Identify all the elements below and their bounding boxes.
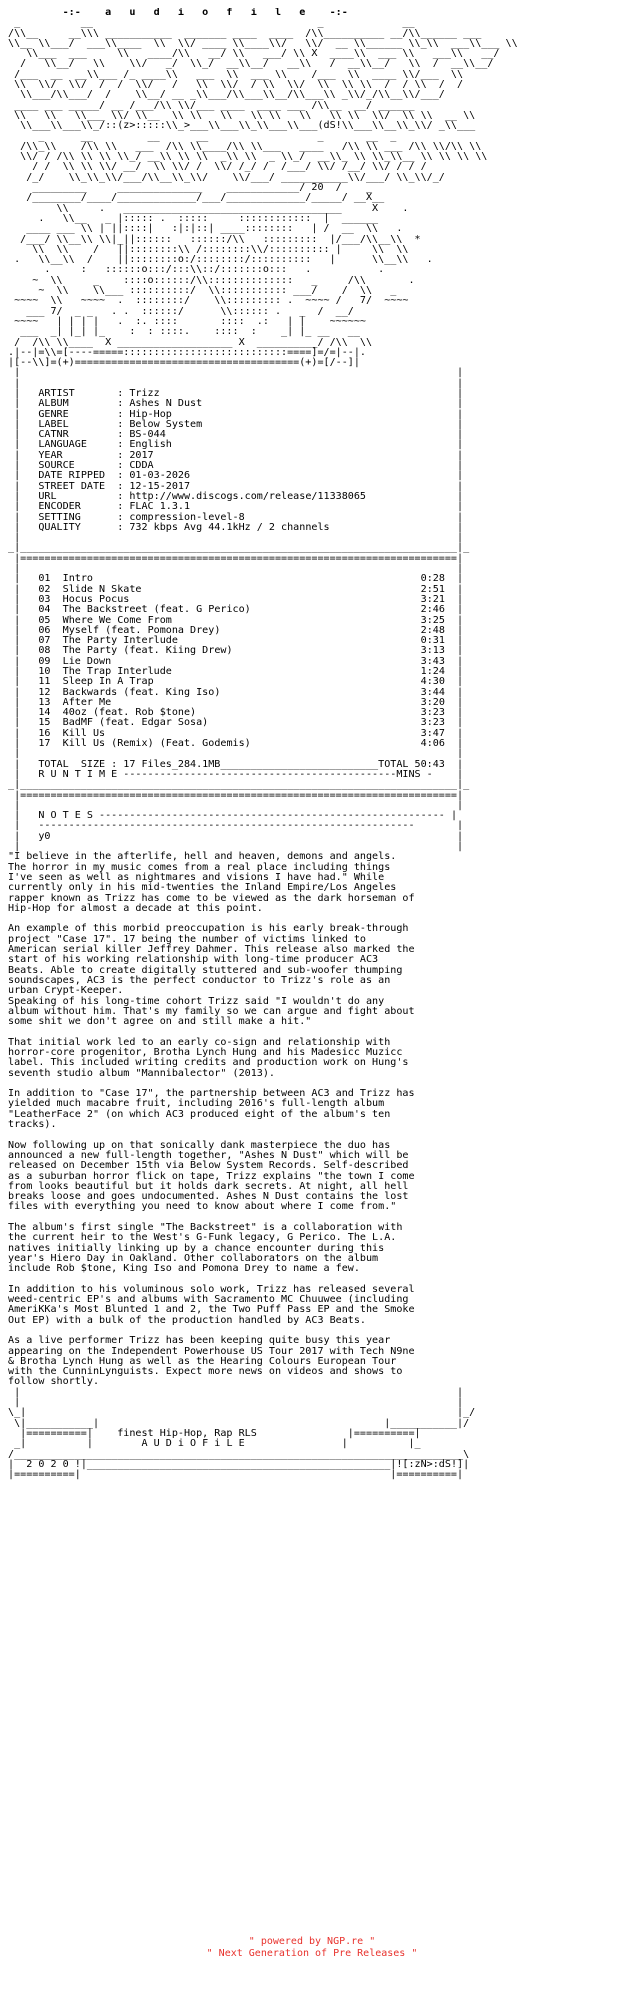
track-number: 01 — [38, 573, 51, 585]
info-value: BS-044 — [129, 429, 166, 441]
track-duration: 3:43 — [420, 655, 445, 667]
track-title: Sleep In A Trap — [62, 676, 154, 688]
track-number: 03 — [38, 593, 51, 605]
track-title: Hocus Pocus — [62, 593, 130, 605]
track-number: 04 — [38, 604, 51, 616]
track-title: Kill Us (Remix) (Feat. Godemis) — [62, 738, 251, 750]
info-value: Below System — [129, 418, 203, 430]
track-title: Lie Down — [62, 655, 112, 667]
closing-banner: \_| |_/ \|___________| |___________|/ |==========| finest Hip-Hop, Rap RLS |==========| _| | A U D i O F i L E | |_ /__________________________________________________________________________\ | 2 0 2 0 !|__________________________________________________|![:zN>:dS!]| |==========| |==========| — [8, 1407, 476, 1481]
info-key: ENCODER — [38, 501, 112, 513]
ascii-art-lines: _ __ _ __ /\\__ __\\\ ___________ _______ ____ ____ /\\__________ __/\\______ ___ \\__ \\___/ ___\\____ \\ \\/ ____ \\____\\/ \\/ __ \\______ \\_\\ ___\\___ \\ \\___ ___ \\ ____/\\ __/ \\ ___/ \\ X ____\\ ___ \\ ___\\ __/ / \\__/ \\ \\/ _/ \\_/ __\\__/ __\\ / __\\__/ \\ / __\\__/ /___ __ __\\___ /_ ____\\ ___ \\ ___ \\ /___ \\ ____ \\/___ \\ \\ \\/ \\/ / / \\/ / \\ \\/ / \\ \\/ \\ \\ \\ / / \\ / / \\___/\\___/ / \\__/ __ _\\___/\\___\\__/\\___\\ _\\/_/\\__\\/___/ ____ ___ _____/ __ /___/\\ \\/___ ____ ____ ___ /\\__ __/ ______ \\ \\ \\___ \\/ \\__ \\ \\ \\ \\ \\ \\ \\ \\ \\/ \\ \\ __ \\ \\___\\___\\_/::(z>:::::\\_>___\\___\\_\\___\\___(dS!\\___\\__\\_\\/ _\\___ _ __ __ __ _ __ _ /\\_\\ /\\ \\ ___ /\\ \\____/\\ \\___ ____ /\\ \\ ___ /\\ \\/\\ \\ \\/ / /\\ \\ \\ \\_/ __\\ \\ \\ _\\ \\ _ \\_/ __\\_ \\ \\_\\__ \\ \\ \\ \\ / / \\ \\ \\/ __/ \\ \\/ / \\/ /_/ / /___/ \\/ /__/ \\/ / / / /_/ \\_\\_\\/___/\\__\\_\\/ \\/___/ ___________\\/___/ \\_\\/_/ _________ ______________ ____________/ 20 / _ /________/____/_____________/___/_____________/_____/ __X__ \\ . ____________________________________ X . . \\__ _ |::::: . ::::: :::::::::::: | ______ ____ ___ \\ | ||::::| :|:|::| ____:::::::: | / __ \\ . /___/ \\__\\ \\|_||:::::: ::::::/\\ ::::::::: |/___/\\__\\ * \\ \\ / ||::::::::\\ /::::::::\\/:::::::::: | \\ \\ . \\__\\ / ||::::::::o:/::::::::/:::::::::: | \\__\\ . . : ::::::o:::/:::\\::/:::::::o::: . . ~ \\ _ ::::o::::::/\\:::::::::::::: _ /\\ . ~ \\ \\___ ::::::::::/ \\::::::::::: ___/ / \\ _ ~~~~ \\ ~~~~ . ::::::::/ \\::::::::: . ~~~~ / 7/ ~~~~ ___ 7/ _ _ . . ::::::/ \\:::::: . _ / __/ ~~~~ | | | | . :. :::: :::: .: | | ~~~~~~ ___ _| |_| |_ : : ::::. :::: : _| |_ __ __ / /\\ \\____ X ___________________ X __________/ /\\ \\ .|--|=\\=[----=====:::::::::::::::::::::::::::====]=/=|--|. |[--\\]=(+)=====================================(+)=[/--]| — [8, 17, 518, 369]
track-duration: 3:20 — [420, 696, 445, 708]
tracklist-block: | | | 01 Intro 0:28 | | 02 Slide N Skate 2:51 | | 03 Hocus Pocus 3:21 | | 04 The Backstreet (feat. G Perico) 2:46 | | 05 Where We Come From 3:25 | | 06 Myself (feat. Pomona Drey) 2:48 | | 07 The Party Interlude 0:31 | | 08 The Party (feat. Kiing Drew) 3:13 | | 09 Lie Down 3:43 | | 10 The Trap Interlude 1:24 | | 11 Sleep In A Trap 4:30 | | 12 Backwards (feat. King Iso) 3:44 | | 13 After Me 3:20 | | 14 40oz (feat. Rob $tone) 3:23 | | 15 BadMF (feat. Edgar Sosa) 3:23 | | 16 Kill Us 3:47 | | 17 Kill Us (Remix) (Feat. Godemis) 4:06 | | | | TOTAL SIZE : 17 Files_284.1MB__________________________TOTAL 50:43 | | R U N T I M E ---------------------------------------------MINS - | _|________________________________________________________________________|_ |========================================================================| — [8, 563, 470, 801]
info-key: YEAR — [38, 449, 112, 461]
info-value: Trizz — [129, 387, 160, 399]
track-duration: 0:28 — [420, 573, 445, 585]
track-title: Kill Us — [62, 727, 106, 739]
track-duration: 3:47 — [420, 727, 445, 739]
info-value: English — [129, 439, 172, 451]
track-number: 15 — [38, 717, 51, 729]
info-value: compression-level-8 — [129, 511, 245, 523]
closing-year: 2 0 2 0 — [26, 1458, 69, 1470]
track-number: 05 — [38, 614, 51, 626]
track-number: 07 — [38, 635, 51, 647]
track-duration: 4:06 — [420, 738, 445, 750]
nfo-document — [8, 8, 616, 1938]
track-duration: 4:30 — [420, 676, 445, 688]
info-value: FLAC 1.3.1 — [129, 501, 191, 513]
footer — [0, 1936, 624, 1960]
track-duration: 3:23 — [420, 717, 445, 729]
notes-block: | | | N O T E S --------------------------------------------------------- | | -------------------------------------------------------------- | | y0 | | | "I believe in the afterlife, hell and heaven, demons and angels. The horror in my music comes from a real place including things I've seen as well as nightmares and visions I have had." While currently only in his mid-twenties the Inland Empire/Los Angeles rapper known as Trizz has come to be viewed as the dark horseman of Hip-Hop for almost a decade at this point. An example of this morbid preoccupation is his early break-through project "Case 17". 17 being the number of victims linked to American serial killer Jeffrey Dahmer. This release also marked the start of his working relationship with long-time producer AC3 Beats. Able to create digitally stuttered and sub-woofer thumping soundscapes, AC3 is the perfect conductor to Trizz's role as an urban Crypt-Keeper. Speaking of his long-time cohort Trizz said "I wouldn't do any album without him. That's my family so we can argue and fight about some shit we don't agree on and still make a hit." That initial work led to an early co-sign and relationship with horror-core progenitor, Brotha Lynch Hung and his Madesicc Muzicc label. This included writing credits and production work on Hung's seventh studio album "Mannibalector" (2013). In addition to "Case 17", the partnership between AC3 and Trizz has yielded much macabre fruit, including 2016's full-length album "LeatherFace 2" (on which AC3 produced eight of the album's ten tracks). Now following up on that sonically dank masterpiece the duo has announced a new full-length together, "Ashes N Dust" which will be released on December 15th via Below System Records. Self-described as a suburban horror flick on tape, Trizz explains "the town I come from looks beautiful but it holds dark secrets. At night, all hell breaks loose and goes undocumented. Ashes N Dust contains the lost files with everything you need to know about where I come from." The album's first single "The Backstreet" is a collaboration with the current heir to the West's G-Funk legacy, G Perico. The L.A. natives initially linking up by a chance encounter during this year's Hiero Day in Oakland. Other collaborators on the album include Rob $tone, King Iso and Pomona Drey to name a few. In addition to his voluminous solo work, Trizz has released several weed-centric EP's and albums with Sacramento MC Chuuwee (including AmeriKKa's Most Blunted 1 and 2, the Two Puff Pass EP and the Smoke Out EP) with a bulk of the production handled by AC3 Beats. As a live performer Trizz has been keeping quite busy this year appearing on the Independent Powerhouse US Tour 2017 with Tech N9ne & Brotha Lynch Hung as well as the Hearing Colours European Tour with the CunninLynguists. Expect more news on videos and shows to follow shortly. | | | | — [8, 799, 464, 1409]
track-number: 02 — [38, 583, 51, 595]
track-title: Where We Come From — [62, 614, 172, 626]
notes-text: "I believe in the afterlife, hell and heaven, demons and angels. The horror in my music comes from a real place including things I've seen as well as nightmares and visions I have had." While currently only in his mid-twenties the Inland Empire/Los Angeles rapper known as Trizz has come to be viewed as the dark horseman of Hip-Hop for almost a decade at this point. An example of this morbid preoccupation is his early break-through project "Case 17". 17 being the number of victims linked to American serial killer Jeffrey Dahmer. This release also marked the start of his working relationship with long-time producer AC3 Beats. Able to create digitally stuttered and sub-woofer thumping soundscapes, AC3 is the perfect conductor to Trizz's role as an urban Crypt-Keeper. Speaking of his long-time cohort Trizz said "I wouldn't do any album without him. That's my family so we can argue and fight about some shit we don't agree on and still make a hit." That initial work led to an early co-sign and relationship with horror-core progenitor, Brotha Lynch Hung and his Madesicc Muzicc label. This included writing credits and production work on Hung's seventh studio album "Mannibalector" (2013). In addition to "Case 17", the partnership between AC3 and Trizz has yielded much macabre fruit, including 2016's full-length album "LeatherFace 2" (on which AC3 produced eight of the album's ten tracks). Now following up on that sonically dank masterpiece the duo has announced a new full-length together, "Ashes N Dust" which will be released on December 15th via Below System Records. Self-described as a suburban horror flick on tape, Trizz explains "the town I come from looks beautiful but it holds dark secrets. At night, all hell breaks loose and goes undocumented. Ashes N Dust contains the lost files with everything you need to know about where I come from." The album's first single "The Backstreet" is a collaboration with the current heir to the West's G-Funk legacy, G Perico. The L.A. natives initially linking up by a chance encounter during this year's Hiero Day in Oakland. Other collaborators on the album include Rob $tone, King Iso and Pomona Drey to name a few. In addition to his voluminous solo work, Trizz has released several weed-centric EP's and albums with Sacramento MC Chuuwee (including AmeriKKa's Most Blunted 1 and 2, the Two Puff Pass EP and the Smoke Out EP) with a bulk of the production handled by AC3 Beats. As a live performer Trizz has been keeping quite busy this year appearing on the Independent Powerhouse US Tour 2017 with Tech N9ne & Brotha Lynch Hung as well as the Hearing Colours European Tour with the CunninLynguists. Expect more news on videos and shows to follow shortly. — [8, 851, 415, 1388]
info-key: SOURCE — [38, 460, 112, 472]
info-value[interactable]: http://www.discogs.com/release/11338065 — [129, 490, 366, 502]
track-number: 13 — [38, 696, 51, 708]
track-number: 17 — [38, 738, 51, 750]
track-duration: 2:48 — [420, 624, 445, 636]
info-key: CATNR — [38, 429, 112, 441]
track-number: 06 — [38, 624, 51, 636]
track-duration: 3:13 — [420, 645, 445, 657]
track-title: The Party Interlude — [62, 635, 178, 647]
info-key: ALBUM — [38, 398, 112, 410]
track-number: 08 — [38, 645, 51, 657]
total-size-line: TOTAL SIZE : 17 Files_284.1MB__________________________TOTAL 50:43 — [38, 758, 445, 770]
closing-group: A U D i O F i L E — [141, 1438, 245, 1450]
track-number: 09 — [38, 655, 51, 667]
track-title: Backwards (feat. King Iso) — [62, 686, 221, 698]
track-duration: 2:51 — [420, 583, 445, 595]
track-title: Myself (feat. Pomona Drey) — [62, 624, 221, 636]
track-duration: 3:21 — [420, 593, 445, 605]
info-value: 01-03-2026 — [129, 470, 191, 482]
release-info-block: | | | | | ARTIST : Trizz | | ALBUM : Ashes N Dust | | GENRE : Hip-Hop | | LABEL : Below System | | CATNR : BS-044 | | LANGUAGE : English | | YEAR : 2017 | | SOURCE : CDDA | | DATE RIPPED : 01-03-2026 | | STREET DATE : 12-15-2017 | | URL : http://www.discogs.com/release/11338065 | | ENCODER : FLAC 1.3.1 | | SETTING : compression-level-8 | | QUALITY : 732 kbps Avg 44.1kHz / 2 channels | | | _|________________________________________________________________________|_ |========================================================================| — [8, 367, 470, 564]
track-duration: 3:25 — [420, 614, 445, 626]
track-number: 12 — [38, 686, 51, 698]
track-number: 11 — [38, 676, 51, 688]
powered-by-link[interactable]: " powered by NGP.re " — [248, 1936, 376, 1947]
info-key: LABEL — [38, 418, 112, 430]
track-title: Slide N Skate — [62, 583, 142, 595]
info-value: Hip-Hop — [129, 408, 172, 420]
closing-signature: [:zN>:dS!] — [402, 1458, 464, 1470]
runtime-line: R U N T I M E ---------------------------------------------MINS - — [38, 768, 433, 780]
track-title: BadMF (feat. Edgar Sosa) — [62, 717, 209, 729]
track-duration: 3:23 — [420, 707, 445, 719]
track-duration: 1:24 — [420, 666, 445, 677]
notes-greeting: y0 — [38, 830, 51, 842]
track-duration: 2:46 — [420, 604, 445, 616]
info-key: STREET DATE — [38, 480, 112, 492]
info-key: LANGUAGE — [38, 439, 112, 451]
info-value: 2017 — [129, 449, 154, 461]
track-title: 40oz (feat. Rob $tone) — [62, 707, 197, 719]
header-ascii-art — [8, 18, 616, 368]
info-value: CDDA — [129, 460, 154, 472]
info-key: QUALITY — [38, 521, 112, 533]
track-number: 10 — [38, 666, 51, 677]
track-title: The Trap Interlude — [62, 666, 172, 677]
info-value: 732 kbps Avg 44.1kHz / 2 channels — [129, 521, 330, 533]
footer-tagline: " Next Generation of Pre Releases " — [206, 1948, 418, 1959]
notes-heading: N O T E S — [38, 810, 93, 822]
track-duration: 0:31 — [420, 635, 445, 647]
info-key: SETTING — [38, 511, 112, 523]
track-duration: 3:44 — [420, 686, 445, 698]
track-title: The Backstreet (feat. G Perico) — [62, 604, 251, 616]
track-title: After Me — [62, 696, 112, 708]
info-key: DATE RIPPED — [38, 470, 112, 482]
info-key: GENRE — [38, 408, 112, 420]
info-key: URL — [38, 490, 112, 502]
closing-tagline: finest Hip-Hop, Rap RLS — [117, 1427, 257, 1439]
track-number: 14 — [38, 707, 51, 719]
info-value: 12-15-2017 — [129, 480, 191, 492]
info-key: ARTIST — [38, 387, 112, 399]
nfo-title: -:- a u d i o f i l e -:- — [8, 8, 348, 18]
info-value: Ashes N Dust — [129, 398, 203, 410]
track-title: The Party (feat. Kiing Drew) — [62, 645, 233, 657]
track-number: 16 — [38, 727, 51, 739]
track-title: Intro — [62, 573, 93, 585]
